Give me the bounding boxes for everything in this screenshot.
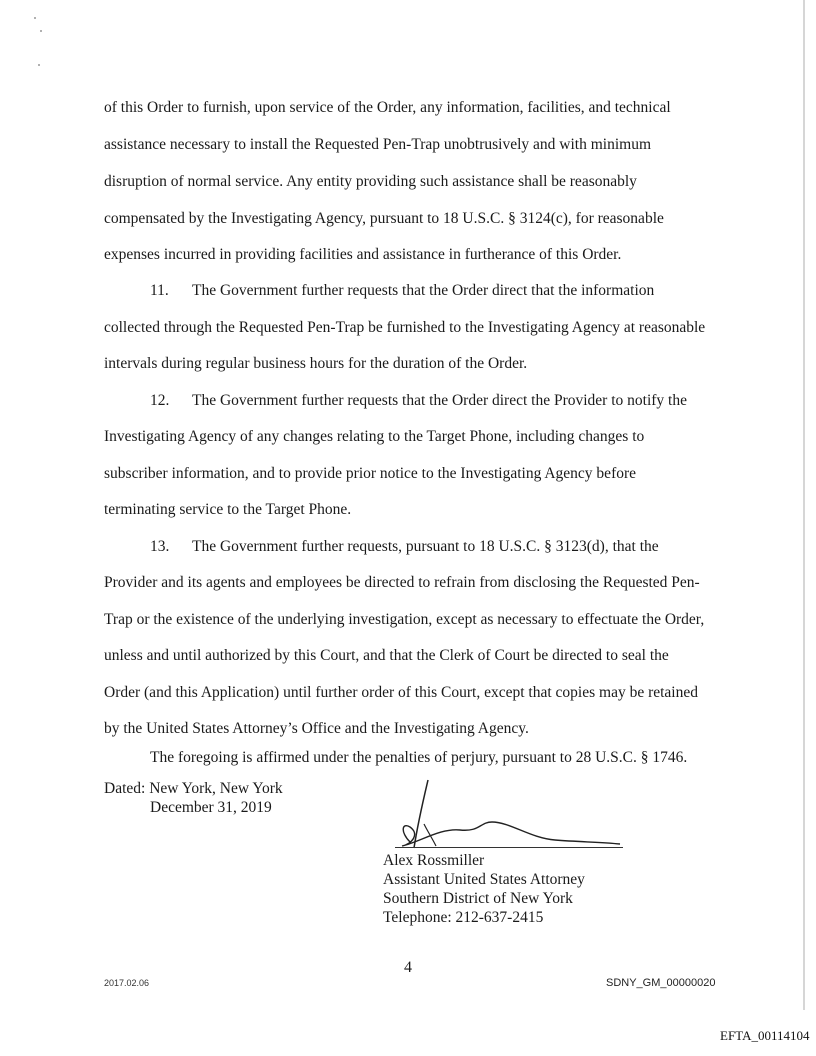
body-line: Provider and its agents and employees be directed to refrain from disclosing the Requested Pen- (104, 574, 700, 591)
footer-version: 2017.02.06 (104, 978, 150, 988)
paragraph-number: 13. (150, 538, 170, 555)
signer-block (383, 851, 585, 927)
dated-block (104, 779, 283, 817)
signer-name: Alex Rossmiller (383, 852, 485, 869)
footer-bates-id: SDNY_GM_00000020 (606, 977, 716, 989)
body-line: unless and until authorized by this Court, and that the Clerk of Court be directed to seal the (104, 647, 669, 664)
dated-date: December 31, 2019 (150, 799, 272, 816)
body-line: Investigating Agency of any changes relating to the Target Phone, including changes to (104, 428, 645, 445)
body-line: terminating service to the Target Phone. (104, 501, 352, 518)
page-number: 4 (404, 959, 412, 976)
body-line: subscriber information, and to provide prior notice to the Investigating Agency before (104, 465, 637, 482)
scan-speck (40, 30, 42, 32)
body-line: disruption of normal service. Any entity providing such assistance shall be reasonably (104, 173, 637, 190)
body-line: assistance necessary to install the Requested Pen-Trap unobtrusively and with minimum (104, 136, 652, 153)
signer-telephone: Telephone: 212-637-2415 (383, 909, 544, 926)
scan-speck (38, 64, 40, 66)
efta-stamp: EFTA_00114104 (720, 1028, 810, 1043)
body-line: collected through the Requested Pen-Trap be furnished to the Investigating Agency at reasonable (104, 319, 706, 336)
body-line: expenses incurred in providing facilities and assistance in furtherance of this Order. (104, 246, 622, 263)
affirmation-line: The foregoing is affirmed under the penalties of perjury, pursuant to 28 U.S.C. § 1746. (150, 749, 688, 766)
signer-title: Assistant United States Attorney (383, 871, 585, 888)
paragraph-11-first-line: 11. The Government further requests that the Order direct that the information (150, 282, 655, 299)
signature-line (395, 847, 623, 848)
body-line: compensated by the Investigating Agency, pursuant to 18 U.S.C. § 3124(c), for reasonable (104, 210, 664, 227)
body-line: by the United States Attorney’s Office and the Investigating Agency. (104, 720, 529, 737)
page-edge-line (803, 0, 805, 1010)
signer-office: Southern District of New York (383, 890, 573, 907)
signature-graphic (380, 772, 630, 852)
paragraph-number: 11. (150, 282, 169, 299)
paragraph-12-first-line: 12. The Government further requests that the Order direct the Provider to notify the (150, 392, 687, 409)
paragraph-13-first-line: 13. The Government further requests, pursuant to 18 U.S.C. § 3123(d), that the (150, 538, 659, 555)
body-line: intervals during regular business hours for the duration of the Order. (104, 355, 528, 372)
body-line: Trap or the existence of the underlying investigation, except as necessary to effectuate the Order, (104, 611, 705, 628)
dated-location: Dated: New York, New York (104, 780, 283, 797)
body-line: Order (and this Application) until further order of this Court, except that copies may be retained (104, 684, 698, 701)
paragraph-number: 12. (150, 392, 170, 409)
scan-speck (34, 17, 36, 19)
body-line: of this Order to furnish, upon service of the Order, any information, facilities, and technical (104, 99, 671, 116)
